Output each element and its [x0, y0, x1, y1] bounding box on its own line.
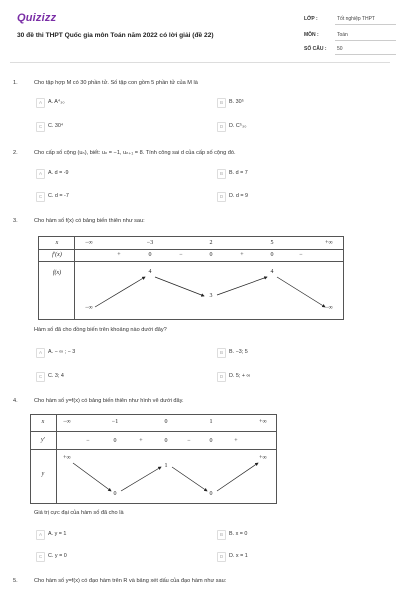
increasing-arrow	[217, 277, 267, 295]
table-derivative-label: y′	[41, 437, 45, 443]
option-badge: A	[36, 530, 45, 540]
increasing-arrow	[121, 467, 161, 491]
x-value: 2	[209, 240, 213, 246]
increasing-arrow	[95, 277, 145, 307]
increasing-arrow	[217, 463, 258, 491]
sign: −	[179, 252, 183, 258]
table-x-label: x	[55, 240, 59, 246]
option-badge: D	[217, 552, 226, 562]
option-text: A. y = 1	[48, 531, 67, 537]
option-badge: C	[36, 552, 45, 562]
f-value: 3	[209, 293, 213, 299]
table-function-label: y	[41, 471, 45, 477]
option-text: B. d = 7	[229, 170, 248, 176]
f-value: −∞	[325, 305, 333, 311]
option-text: B. 30⁵	[229, 99, 244, 105]
option-text: A. d = -9	[48, 170, 69, 176]
option-badge: D	[217, 372, 226, 382]
sign: 0	[113, 438, 117, 444]
option-badge: A	[36, 98, 45, 108]
question-2-number: 2.	[13, 150, 18, 156]
meta-count-value: 50	[337, 46, 343, 52]
question-4-text: Cho hàm số y=f(x) có bảng biến thiên như hình vẽ dưới đây.	[34, 398, 184, 404]
decreasing-arrow	[73, 463, 111, 491]
sign: 0	[209, 438, 213, 444]
option-badge: C	[36, 192, 45, 202]
option-badge: C	[36, 122, 45, 132]
option-badge: B	[217, 169, 226, 179]
option-text: B. −3; 5	[229, 349, 248, 355]
sign: +	[234, 438, 238, 444]
header-divider	[10, 62, 390, 63]
question-3-number: 3.	[13, 218, 18, 224]
sign: −	[187, 438, 191, 444]
option-text: C. 3; 4	[48, 373, 64, 379]
y-value: 0	[113, 491, 117, 497]
question-4-subtext: Giá trị cực đại của hàm số đã cho là	[34, 510, 124, 516]
sign: −	[86, 438, 90, 444]
question-4-variation-table	[30, 414, 277, 504]
option-text: C. d = -7	[48, 193, 69, 199]
option-badge: A	[36, 169, 45, 179]
option-badge: D	[217, 122, 226, 132]
x-value: −1	[111, 419, 119, 425]
sign: 0	[164, 438, 168, 444]
sign: −	[299, 252, 303, 258]
option-text: D. d = 9	[229, 193, 249, 199]
table-x-label: x	[41, 419, 45, 425]
f-value: 4	[270, 269, 274, 275]
option-text: C. y = 0	[48, 553, 67, 559]
question-3-variation-table	[38, 236, 344, 320]
x-value: 0	[164, 419, 168, 425]
variation-arrows	[39, 237, 343, 319]
option-text: A. A⁴₃₀	[48, 99, 65, 105]
meta-subject-key: MÔN :	[304, 32, 319, 38]
y-value: 1	[164, 463, 168, 469]
decreasing-arrow	[172, 467, 207, 491]
option-badge: B	[217, 98, 226, 108]
option-badge: B	[217, 348, 226, 358]
document-title: 30 đề thi THPT Quốc gia môn Toán năm 2022 có lời giải (đề 22)	[17, 32, 214, 39]
question-5-text: Cho hàm số y=f(x) có đạo hàm trên R và bảng xét dấu của đạo hàm như sau:	[34, 578, 227, 584]
f-value: 4	[148, 269, 152, 275]
x-value: +∞	[325, 240, 333, 246]
option-text: D. C⁵₃₀	[229, 123, 247, 129]
table-function-label: f(x)	[52, 270, 62, 276]
question-4-number: 4.	[13, 398, 18, 404]
sign: +	[139, 438, 143, 444]
option-text: A. − ∞ ; − 3	[48, 349, 76, 355]
meta-subject-value: Toán	[337, 32, 348, 38]
option-badge: B	[217, 530, 226, 540]
f-value: −∞	[85, 305, 93, 311]
x-value: 5	[270, 240, 274, 246]
table-derivative-label: f′(x)	[52, 252, 62, 258]
quizizz-logo: Quizizz	[17, 12, 57, 24]
sign: +	[240, 252, 244, 258]
question-1-text: Cho tập hợp M có 30 phần tử. Số tập con gồm 5 phần tử của M là	[34, 80, 198, 86]
sign: 0	[270, 252, 274, 258]
page-header	[0, 0, 400, 60]
x-value: 1	[209, 419, 213, 425]
question-3-subtext: Hàm số đã cho đồng biến trên khoảng nào dưới đây?	[34, 327, 167, 333]
question-3-text: Cho hàm số f(x) có bảng biến thiên như sau:	[34, 218, 145, 224]
decreasing-arrow	[277, 277, 325, 307]
sign: 0	[148, 252, 152, 258]
y-value: 0	[209, 491, 213, 497]
y-value: +∞	[259, 455, 267, 461]
meta-class-key: LỚP :	[304, 16, 318, 22]
x-value: −3	[146, 240, 154, 246]
x-value: −∞	[63, 419, 71, 425]
option-text: D. 5; + ∞	[229, 373, 251, 379]
option-text: D. x = 1	[229, 553, 248, 559]
y-value: +∞	[63, 455, 71, 461]
question-5-number: 5.	[13, 578, 18, 584]
option-text: B. x = 0	[229, 531, 248, 537]
decreasing-arrow	[155, 277, 204, 296]
option-badge: D	[217, 192, 226, 202]
meta-count-key: SỐ CÂU :	[304, 46, 327, 52]
sign: +	[117, 252, 121, 258]
sign: 0	[209, 252, 213, 258]
variation-arrows	[31, 415, 276, 503]
question-1-number: 1.	[13, 80, 18, 86]
option-badge: C	[36, 372, 45, 382]
option-badge: A	[36, 348, 45, 358]
x-value: +∞	[259, 419, 267, 425]
meta-class-value: Tốt nghiệp THPT	[337, 16, 375, 22]
option-text: C. 30⁴	[48, 123, 64, 129]
x-value: −∞	[85, 240, 93, 246]
question-2-text: Cho cấp số cộng (uₙ), biết: uₙ = −1, uₙ₊₁ = 8. Tính công sai d của cấp số cộng đó.	[34, 150, 236, 156]
